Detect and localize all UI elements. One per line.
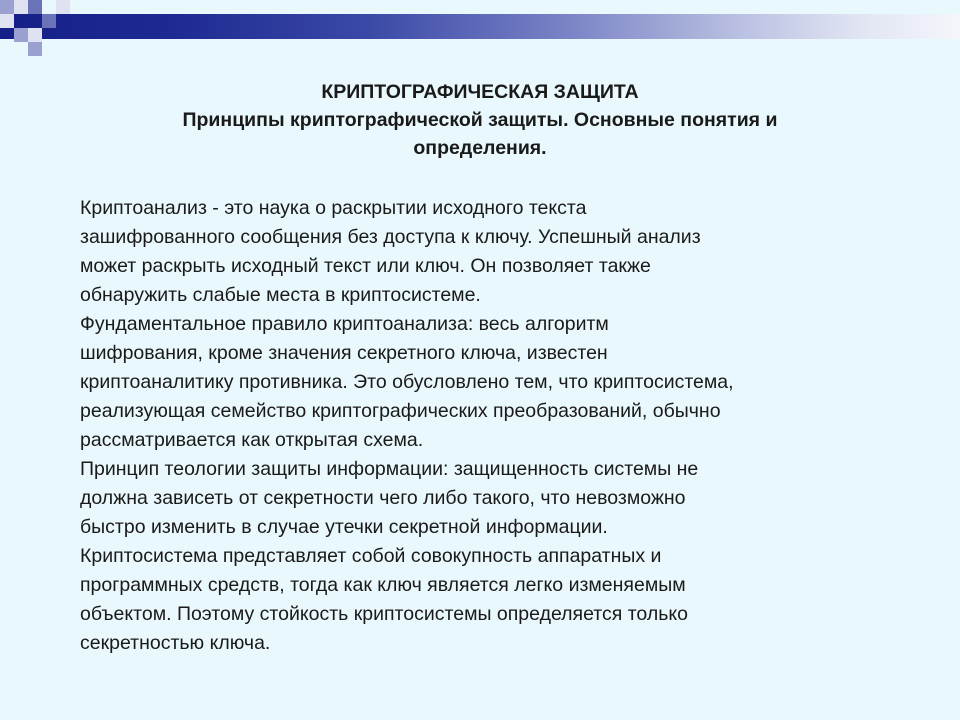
- paragraph-principle: [80, 455, 900, 658]
- text-line: рассматривается как открытая схема.: [80, 429, 424, 451]
- slide-subtitle-line-1: Принципы криптографической защиты. Основные понятия и: [182, 109, 778, 131]
- text-line: может раскрыть исходный текст или ключ. Он позволяет также: [80, 255, 651, 277]
- text-line: реализующая семейство криптографических преобразований, обычно: [80, 400, 721, 422]
- header-gradient-bar: [0, 14, 960, 39]
- slide-body: [80, 194, 900, 658]
- slide-title: КРИПТОГРАФИЧЕСКАЯ ЗАЩИТА: [321, 81, 639, 103]
- text-line: быстро изменить в случае утечки секретной информации.: [80, 516, 608, 538]
- slide-subtitle-line-2: определения.: [413, 137, 547, 159]
- paragraph-fundamental-rule: [80, 310, 900, 455]
- text-line: секретностью ключа.: [80, 632, 271, 654]
- text-line: криптоаналитику противника. Это обусловлено тем, что криптосистема,: [80, 371, 734, 393]
- paragraph-cryptanalysis: [80, 194, 900, 310]
- text-line: обнаружить слабые места в криптосистеме.: [80, 284, 481, 306]
- text-line: Фундаментальное правило криптоанализа: весь алгоритм: [80, 313, 609, 335]
- slide-title-block: [60, 78, 900, 162]
- text-line: объектом. Поэтому стойкость криптосистемы определяется только: [80, 603, 688, 625]
- text-line: Принцип теологии защиты информации: защищенность системы не: [80, 458, 699, 480]
- text-line: Криптоанализ - это наука о раскрытии исходного текста: [80, 197, 587, 219]
- text-line: должна зависеть от секретности чего либо такого, что невозможно: [80, 487, 686, 509]
- text-line: зашифрованного сообщения без доступа к ключу. Успешный анализ: [80, 226, 701, 248]
- text-line: Криптосистема представляет собой совокупность аппаратных и: [80, 545, 662, 567]
- text-line: шифрования, кроме значения секретного ключа, известен: [80, 342, 608, 364]
- text-line: программных средств, тогда как ключ является легко изменяемым: [80, 574, 686, 596]
